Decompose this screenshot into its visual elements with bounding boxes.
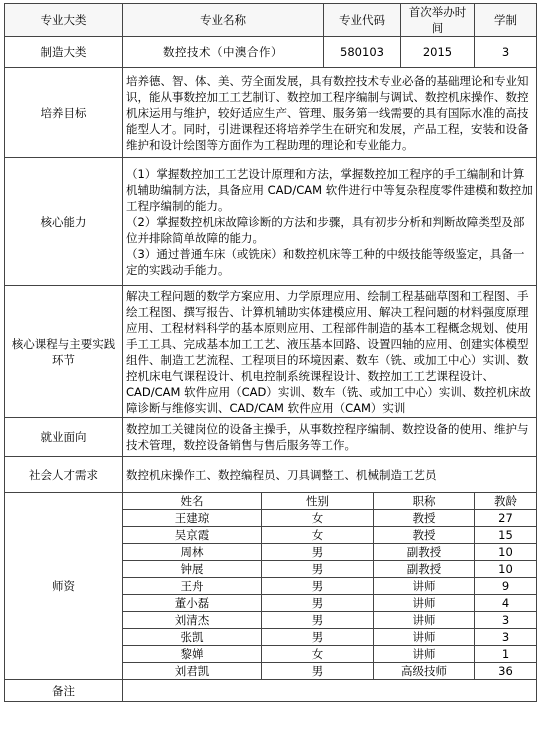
remarks-row xyxy=(5,680,537,702)
faculty-name: 董小磊 xyxy=(123,595,262,612)
faculty-gender: 男 xyxy=(262,629,374,646)
faculty-name: 王舟 xyxy=(123,578,262,595)
header-start-time: 首次举办时间 xyxy=(401,4,475,37)
goals-row xyxy=(5,68,537,158)
program-name: 数控技术（中澳合作） xyxy=(123,37,324,68)
faculty-gender: 男 xyxy=(262,561,374,578)
goals-text: 培养德、智、体、美、劳全面发展，具有数控技术专业必备的基础理论和专业知识，能从事数控加工工艺制订、数控加工程序编制与调试、数控机床操作、数控机床运用与维护，较好适应生产、管理、服务第一线需要的具有国际水准的高技能型人才。同时，引进课程还将培养学生在研究和发展，产品工程，安装和设备维护和设计绘图等方面作为工程助理的理论和专业能力。 xyxy=(123,68,537,158)
faculty-name: 钟展 xyxy=(123,561,262,578)
program-row xyxy=(5,37,537,68)
faculty-title: 高级技师 xyxy=(374,663,475,680)
faculty-years: 4 xyxy=(475,595,537,612)
faculty-name: 周林 xyxy=(123,544,262,561)
faculty-name: 刘清杰 xyxy=(123,612,262,629)
faculty-gender: 女 xyxy=(262,510,374,527)
header-category: 专业大类 xyxy=(5,4,123,37)
faculty-name: 刘君凯 xyxy=(123,663,262,680)
employment-text: 数控加工关键岗位的设备主操手，从事数控程序编制、数控设备的使用、维护与技术管理，数控设备销售与售后服务等工作。 xyxy=(123,418,537,457)
header-program-name: 专业名称 xyxy=(123,4,324,37)
faculty-title: 教授 xyxy=(374,510,475,527)
faculty-title: 讲师 xyxy=(374,578,475,595)
core-courses-text: 解决工程问题的数学方案应用、力学原理应用、绘制工程基础草图和工程图、手绘工程图、撰写报告、计算机辅助实体建模应用、解决工程问题的材料强度原理应用、工程材料科学的基本原则应用、工程部件制造的基本工程概念规划、使用手工工具、完成基本加工工艺、液压基本回路、设置四轴的应用、创建实体模型组件、制造工艺流程、工程项目的环境因素、数车（铣、或加工中心）实训、数控机床电气课程设计、机电控制系统课程设计、数控加工工艺课程设计、CAD/CAM 软件应用（CAD）实训、数车（铣、或加工中心）实训、数控机床故障诊断与维修实训、CAD/CAM 软件应用（CAM）实训 xyxy=(123,286,537,418)
faculty-years: 1 xyxy=(475,646,537,663)
faculty-title: 讲师 xyxy=(374,646,475,663)
faculty-gender: 男 xyxy=(262,578,374,595)
faculty-gender: 男 xyxy=(262,595,374,612)
program-duration: 3 xyxy=(475,37,537,68)
faculty-gender: 男 xyxy=(262,663,374,680)
faculty-years: 15 xyxy=(475,527,537,544)
faculty-header-title: 职称 xyxy=(374,493,475,510)
faculty-gender: 男 xyxy=(262,612,374,629)
program-code: 580103 xyxy=(324,37,401,68)
faculty-name: 王建琼 xyxy=(123,510,262,527)
demand-label: 社会人才需求 xyxy=(5,457,123,493)
core-ability-item: （3）通过普通车床（或铣床）和数控机床等工种的中级技能等级鉴定，具备一定的实践动手能力。 xyxy=(126,246,525,277)
core-courses-label: 核心课程与主要实践环节 xyxy=(5,286,123,418)
faculty-title: 讲师 xyxy=(374,612,475,629)
core-ability-item: （2）掌握数控机床故障诊断的方法和步骤，具有初步分析和判断故障类型及部位并排除简单故障的能力。 xyxy=(126,214,525,245)
header-program-code: 专业代码 xyxy=(324,4,401,37)
faculty-years: 10 xyxy=(475,544,537,561)
faculty-title: 教授 xyxy=(374,527,475,544)
faculty-header-name: 姓名 xyxy=(123,493,262,510)
faculty-years: 3 xyxy=(475,612,537,629)
core-ability-row xyxy=(5,158,537,286)
faculty-title: 副教授 xyxy=(374,544,475,561)
faculty-gender: 女 xyxy=(262,527,374,544)
faculty-gender: 女 xyxy=(262,646,374,663)
faculty-header-years: 教龄 xyxy=(475,493,537,510)
remarks-label: 备注 xyxy=(5,680,123,702)
employment-label: 就业面向 xyxy=(5,418,123,457)
faculty-title: 副教授 xyxy=(374,561,475,578)
faculty-years: 36 xyxy=(475,663,537,680)
core-ability-item: （1）掌握数控加工工艺设计原理和方法，掌握数控加工程序的手工编制和计算机辅助编制方法，具备应用 CAD/CAM 软件进行中等复杂程度零件建模和数控加工程序编制的能力。 xyxy=(126,166,533,213)
header-row xyxy=(5,4,537,37)
header-duration: 学制 xyxy=(475,4,537,37)
program-category: 制造大类 xyxy=(5,37,123,68)
demand-text: 数控机床操作工、数控编程员、刀具调整工、机械制造工艺员 xyxy=(123,457,537,493)
faculty-name: 黎婵 xyxy=(123,646,262,663)
goals-label: 培养目标 xyxy=(5,68,123,158)
demand-row xyxy=(5,457,537,493)
faculty-title: 讲师 xyxy=(374,595,475,612)
faculty-label: 师资 xyxy=(5,493,123,680)
employment-row xyxy=(5,418,537,457)
faculty-years: 10 xyxy=(475,561,537,578)
faculty-header-row xyxy=(5,493,537,510)
core-ability-label: 核心能力 xyxy=(5,158,123,286)
faculty-name: 张凯 xyxy=(123,629,262,646)
faculty-years: 9 xyxy=(475,578,537,595)
faculty-title: 讲师 xyxy=(374,629,475,646)
program-info-table xyxy=(4,3,537,702)
faculty-gender: 男 xyxy=(262,544,374,561)
faculty-years: 3 xyxy=(475,629,537,646)
core-courses-row xyxy=(5,286,537,418)
core-ability-content xyxy=(123,158,537,286)
remarks-text xyxy=(123,680,537,702)
program-start-year: 2015 xyxy=(401,37,475,68)
faculty-name: 吴京霞 xyxy=(123,527,262,544)
faculty-header-gender: 性别 xyxy=(262,493,374,510)
faculty-years: 27 xyxy=(475,510,537,527)
